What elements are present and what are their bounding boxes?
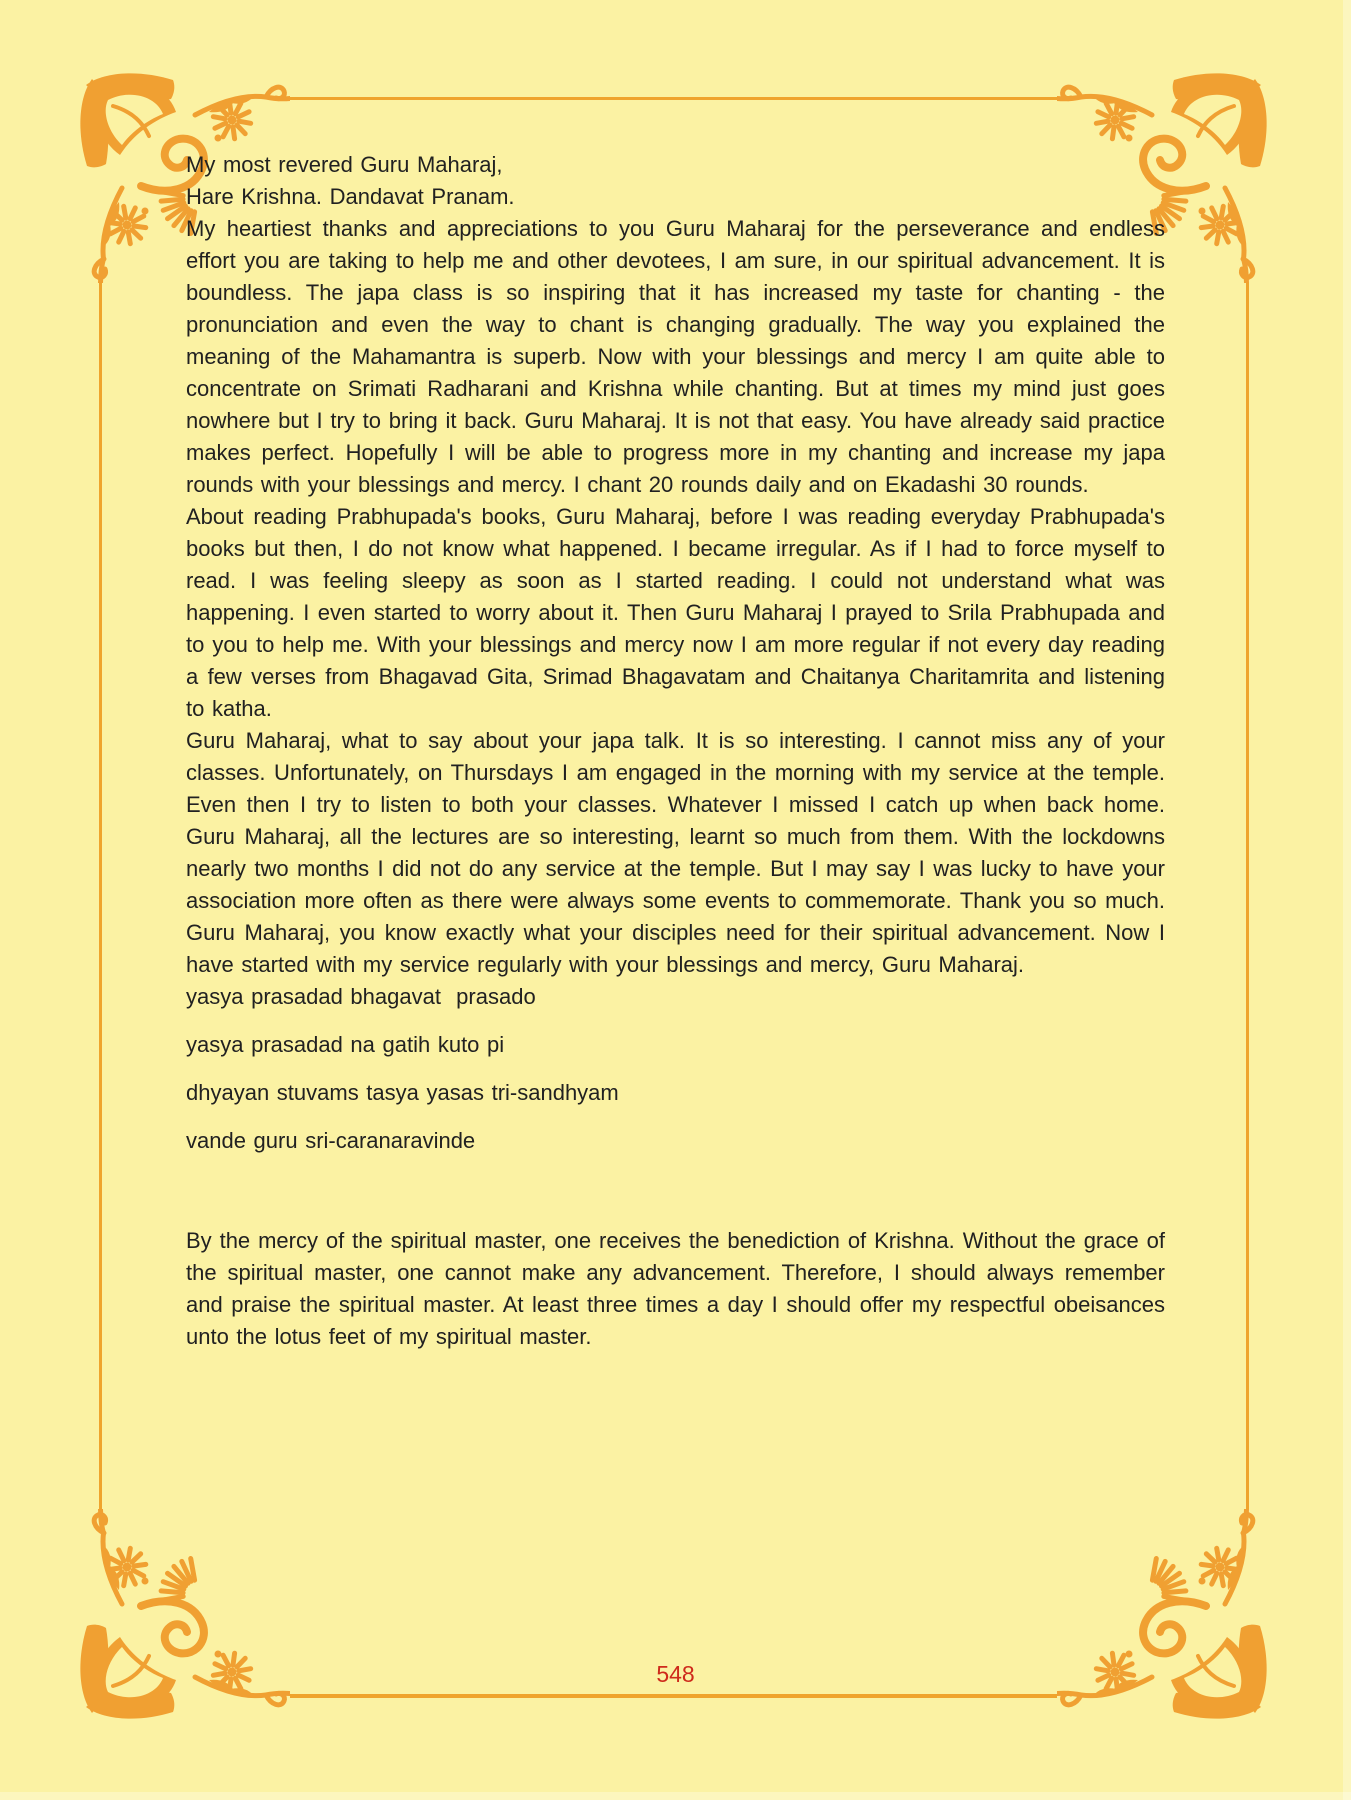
border-rule-right bbox=[1246, 283, 1249, 1509]
corner-ornament-bottom-right bbox=[1057, 1509, 1272, 1724]
border-rule-top bbox=[290, 97, 1057, 100]
verse-block bbox=[186, 981, 1165, 1157]
border-rule-left bbox=[99, 283, 102, 1509]
page-edge-shading-bottom bbox=[0, 1792, 1351, 1800]
corner-ornament-bottom-left bbox=[75, 1509, 290, 1724]
salutation-line-2: Hare Krishna. Dandavat Pranam. bbox=[186, 184, 515, 209]
page-number: 548 bbox=[656, 1661, 695, 1687]
border-rule-bottom bbox=[290, 1694, 1057, 1698]
letter-paragraph-3: Guru Maharaj, what to say about your japa talk. It is so interesting. I cannot miss any of your classes. Unfortunately, on Thursdays I am engaged in the morning with my service at the temple. Even then I try to listen to both your classes. Whatever I missed I catch up when back home. Guru Maharaj, all the lectures are so interesting, learnt so much from them. With the lockdowns nearly two months I did not do any service at the temple. But I may say I was lucky to have your association more often as there were always some events to commemorate. Thank you so much. Guru Maharaj, you know exactly what your disciples need for their spiritual advancement. Now I have started with my service regularly with your blessings and mercy, Guru Maharaj. bbox=[186, 728, 1165, 977]
salutation-line-1: My most revered Guru Maharaj, bbox=[186, 152, 503, 177]
letter-paragraph-2: About reading Prabhupada's books, Guru Maharaj, before I was reading everyday Prabhupada's books but then, I do not know what happened. I became irregular. As if I had to force myself to read. I was feeling sleepy as soon as I started reading. I could not understand what was happening. I even started to worry about it. Then Guru Maharaj I prayed to Srila Prabhupada and to you to help me. With your blessings and mercy now I am more regular if not every day reading a few verses from Bhagavad Gita, Srimad Bhagavatam and Chaitanya Charitamrita and listening to katha. bbox=[186, 504, 1165, 721]
letter-paragraph-1: My heartiest thanks and appreciations to you Guru Maharaj for the perseverance and endless effort you are taking to help me and other devotees, I am sure, in our spiritual advancement. It is boundless. The japa class is so inspiring that it has increased my taste for chanting - the pronunciation and even the way to chant is changing gradually. The way you explained the meaning of the Mahamantra is superb. Now with your blessings and mercy I am quite able to concentrate on Srimati Radharani and Krishna while chanting. But at times my mind just goes nowhere but I try to bring it back. Guru Maharaj. It is not that easy. You have already said practice makes perfect. Hopefully I will be able to progress more in my chanting and increase my japa rounds with your blessings and mercy. I chant 20 rounds daily and on Ekadashi 30 rounds. bbox=[186, 216, 1165, 497]
letter-body bbox=[186, 149, 1165, 1353]
verse-line-2: yasya prasadad na gatih kuto pi bbox=[186, 1032, 505, 1057]
verse-line-4: vande guru sri-caranaravinde bbox=[186, 1128, 476, 1153]
verse-line-3: dhyayan stuvams tasya yasas tri-sandhyam bbox=[186, 1080, 619, 1105]
closing-paragraph: By the mercy of the spiritual master, one receives the benediction of Krishna. Without the grace of the spiritual master, one cannot make any advancement. Therefore, I should always remember and praise the spiritual master. At least three times a day I should offer my respectful obeisances unto the lotus feet of my spiritual master. bbox=[186, 1228, 1165, 1349]
verse-line-1: yasya prasadad bhagavat prasado bbox=[186, 984, 536, 1009]
page-edge-shading-right bbox=[1343, 0, 1351, 1800]
